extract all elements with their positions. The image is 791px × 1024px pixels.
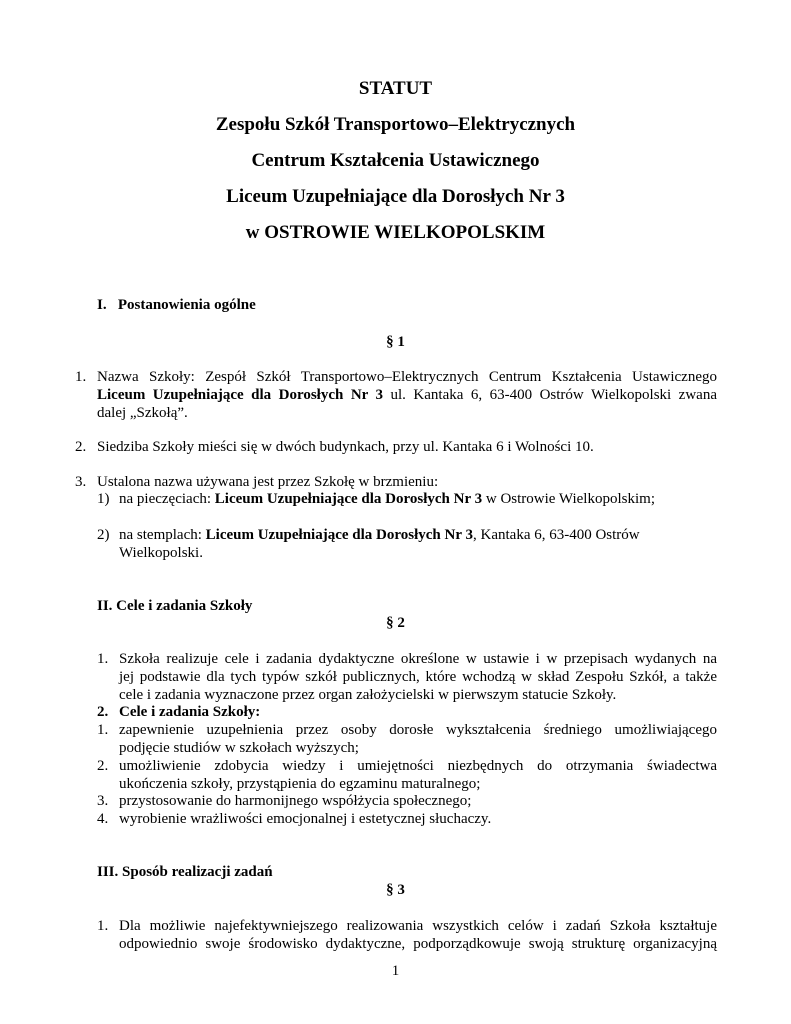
item-line: jej podstawie dla tych typów szkół publicznych, które wchodzą w skład Zespołu Szkół, a także [119, 669, 717, 685]
item-line: ukończenia szkoły, przystąpienia do egzaminu maturalnego; [119, 776, 481, 792]
section-heading-2: II. Cele i zadania Szkoły [97, 598, 253, 614]
section-heading-3: III. Sposób realizacji zadań [97, 864, 273, 880]
list-item [119, 721, 717, 757]
item-text: na pieczęciach: [119, 491, 215, 507]
list-item-heading: Cele i zadania Szkoły: [119, 704, 261, 720]
paragraph-sign-1: § 1 [386, 334, 405, 350]
sub-list-item [119, 490, 655, 508]
bold-school-name: Liceum Uzupełniające dla Dorosłych Nr 3 [97, 387, 384, 403]
sub-list-item-continuation: Wielkopolski. [119, 545, 203, 561]
item-text: na stemplach: [119, 527, 206, 543]
item-line: Dla możliwie najefektywniejszego realizowania wszystkich celów i zadań Szkoła kształtuje [119, 918, 717, 934]
list-number: 1. [97, 918, 109, 934]
item-line [97, 386, 717, 404]
list-number: 3. [97, 793, 109, 809]
document-title: STATUT [358, 78, 433, 99]
item-line: dalej „Szkołą”. [97, 405, 188, 421]
item-text: , Kantaka 6, 63-400 Ostrów [473, 527, 640, 543]
list-number: 3. [75, 474, 87, 490]
paragraph-sign-3: § 3 [386, 882, 405, 898]
center-name-line: Centrum Kształcenia Ustawicznego [251, 150, 540, 171]
bold-school-name: Liceum Uzupełniające dla Dorosłych Nr 3 [214, 491, 483, 507]
list-number: 4. [97, 811, 109, 827]
item-line: zapewnienie uzupełnienia przez osoby dorosłe wykształcenia średniego umożliwiającego [119, 722, 717, 738]
sub-list-number: 1) [97, 491, 110, 507]
list-number: 2. [75, 439, 87, 455]
item-line: cele i zadania wyznaczone przez organ założycielski w pierwszym statucie Szkoły. [119, 687, 617, 703]
item-text: ul. Kantaka 6, 63-400 Ostrów Wielkopolski zwana [383, 387, 717, 403]
list-item: przystosowanie do harmonijnego współżycia społecznego; [119, 793, 472, 809]
section-heading-1: I. Postanowienia ogólne [97, 297, 256, 313]
sub-list-item [119, 526, 640, 544]
lyceum-name-line: Liceum Uzupełniające dla Dorosłych Nr 3 [226, 186, 565, 207]
item-line: podjęcie studiów w szkołach wyższych; [119, 740, 359, 756]
page-number: 1 [391, 963, 400, 979]
list-item: Ustalona nazwa używana jest przez Szkołę w brzmieniu: [97, 474, 439, 490]
list-item [119, 917, 717, 953]
list-item [119, 650, 717, 704]
list-number: 1. [75, 369, 87, 385]
list-item: Siedziba Szkoły mieści się w dwóch budynkach, przy ul. Kantaka 6 i Wolności 10. [97, 439, 594, 455]
list-number: 2. [97, 704, 109, 720]
list-item: wyrobienie wrażliwości emocjonalnej i estetycznej słuchaczy. [119, 811, 492, 827]
list-number: 1. [97, 722, 109, 738]
item-line: umożliwienie zdobycia wiedzy i umiejętności niezbędnych do otrzymania świadectwa [119, 758, 717, 774]
list-number: 2. [97, 758, 109, 774]
school-name-line: Zespołu Szkół Transportowo–Elektrycznych [215, 114, 576, 135]
bold-school-name: Liceum Uzupełniające dla Dorosłych Nr 3 [205, 527, 473, 543]
item-line: odpowiednio swoje środowisko dydaktyczne, podporządkowuje swoją strukturę organizacyjną [119, 936, 717, 952]
list-item [119, 757, 717, 793]
list-item [97, 368, 717, 422]
sub-list-number: 2) [97, 527, 110, 543]
paragraph-sign-2: § 2 [386, 615, 405, 631]
city-line: w OSTROWIE WIELKOPOLSKIM [245, 222, 546, 243]
item-line: Szkoła realizuje cele i zadania dydaktyczne określone w ustawie i w przepisach wydanych na [119, 651, 717, 667]
list-number: 1. [97, 651, 109, 667]
item-text: w Ostrowie Wielkopolskim; [482, 491, 655, 507]
item-line: Nazwa Szkoły: Zespół Szkół Transportowo–Elektrycznych Centrum Kształcenia Ustawicznego [97, 369, 717, 385]
